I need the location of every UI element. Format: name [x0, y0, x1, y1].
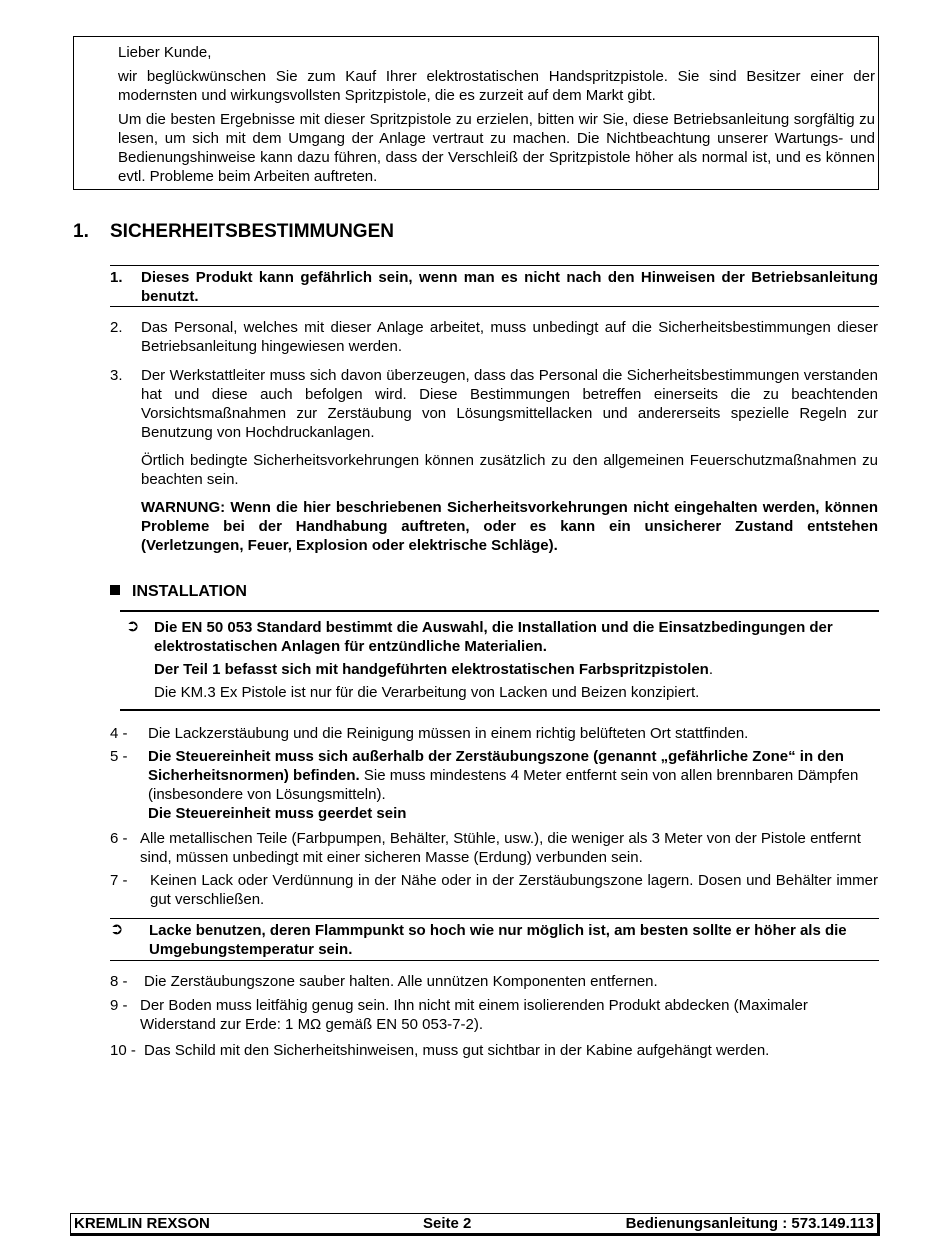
footer-manual: Bedienungsanleitung : 573.149.113: [625, 1215, 874, 1232]
item-text: Die Lackzerstäubung und die Reinigung müssen in einem richtig belüfteten Ort stattfinden.: [148, 725, 749, 742]
rule-text: Der Werkstattleiter muss sich davon überzeugen, dass das Personal die Sicherheitsbestimmungen verstanden hat und diese auch befolgen wird. Diese Bestimmungen betreffen einerseits die zu beachtenden Vorsichtsmaßnahmen zur Zerstäubung von Lösungsmittellacken und andererseits spezielle Regeln zur Benutzung von Hochdruckanlagen.: [141, 367, 878, 441]
standard-note: [126, 618, 878, 702]
intro-paragraph-1: wir beglückwünschen Sie zum Kauf Ihrer elektrostatischen Handspritzpistole. Sie sind Besitzer einer der modernsten und wirkungsvollsten Spritzpistole, die es zurzeit auf dem Markt gibt.: [118, 68, 875, 104]
intro-paragraph-2: Um die besten Ergebnisse mit dieser Spritzpistole zu erzielen, bitten wir Sie, diese Betriebsanleitung sorgfältig zu lesen, um sich mit dem Umgang der Anlage vertraut zu machen. Die Nichtbeachtung unserer Wartungs- und Bedienungshinweise kann dazu führen, dass der Verschleiß der Spritzpistole höher als normal ist, und es können evtl. Probleme beim Arbeiten auftreten.: [118, 111, 875, 185]
arrow-icon: ➲: [110, 921, 124, 938]
divider: [110, 918, 879, 919]
arrow-icon: ➲: [126, 618, 140, 635]
greeting: Lieber Kunde,: [118, 44, 212, 61]
installation-title: INSTALLATION: [132, 583, 247, 600]
square-bullet-icon: [110, 585, 120, 595]
divider: [110, 306, 879, 307]
install-item-8: [110, 972, 878, 991]
rule-text: Das Personal, welches mit dieser Anlage arbeitet, muss unbedingt auf die Sicherheitsbestimmungen dieser Betriebsanleitung hingewiesen werden.: [141, 319, 878, 355]
item-text: Keinen Lack oder Verdünnung in der Nähe oder in der Zerstäubungszone lagern. Dosen und Behälter immer gut verschließen.: [150, 872, 878, 908]
rule-number: 2.: [110, 319, 123, 336]
item-number: 8 -: [110, 973, 128, 990]
divider: [110, 265, 879, 266]
section-number: 1.: [73, 221, 89, 242]
install-item-10: [110, 1041, 878, 1060]
install-item-4: [110, 724, 878, 743]
rule-3: [110, 366, 878, 555]
item-text: Sie muss mindestens 4 Meter entfernt sein von allen brennbaren Dämpfen (insbesondere von Lösungsmitteln).: [148, 767, 859, 803]
item-text: Die Zerstäubungszone sauber halten. Alle unnützen Komponenten entfernen.: [144, 973, 658, 990]
item-bold-text-2: Die Steuereinheit muss geerdet sein: [148, 805, 407, 822]
installation-heading: [110, 582, 247, 601]
item-number: 7 -: [110, 872, 128, 889]
flashpoint-note: [110, 921, 878, 959]
item-text: Der Boden muss leitfähig genug sein. Ihn nicht mit einem isolierenden Produkt abdecken (Maximaler Widerstand zur Erde: 1 MΩ gemäß EN 50 053-7-2).: [140, 997, 808, 1033]
item-text: Alle metallischen Teile (Farbpumpen, Behälter, Stühle, usw.), die weniger als 3 Meter von der Pistole entfernt sind, müssen unbedingt mit einer sicheren Masse (Erdung) verbunden sein.: [140, 830, 861, 866]
section-title: SICHERHEITSBESTIMMUNGEN: [110, 221, 394, 242]
intro-box: [73, 36, 879, 190]
divider: [110, 960, 879, 961]
item-text: Das Schild mit den Sicherheitshinweisen, muss gut sichtbar in der Kabine aufgehängt werden.: [144, 1042, 770, 1059]
install-item-9: [110, 996, 878, 1034]
rule-number: 3.: [110, 367, 123, 384]
divider: [120, 610, 879, 612]
install-item-7: [110, 871, 878, 909]
double-divider: [120, 709, 880, 711]
standard-part1-end: .: [708, 661, 714, 678]
item-number: 4 -: [110, 725, 128, 742]
warning-text: WARNUNG: Wenn die hier beschriebenen Sicherheitsvorkehrungen nicht eingehalten werden, können Probleme bei der Handhabung auftreten, oder es kann ein unsicherer Zustand entstehen (Verletzungen, Feuer, Explosion oder elektrische Schläge).: [141, 499, 878, 554]
rule-text: Dieses Produkt kann gefährlich sein, wenn man es nicht nach den Hinweisen der Betriebsanleitung benutzt.: [141, 269, 878, 305]
item-bold-text: Die Steuereinheit muss sich außerhalb der Zerstäubungszone (genannt „gefährliche Zone“ in den Sicherheitsnormen) befinden.: [148, 748, 844, 784]
footer-page: Seite 2: [423, 1215, 472, 1232]
standard-part1: Der Teil 1 befasst sich mit handgeführten elektrostatischen Farbspritzpistolen: [154, 661, 709, 678]
item-number: 6 -: [110, 830, 128, 847]
footer-company: KREMLIN REXSON: [74, 1215, 210, 1232]
section-heading: [73, 220, 394, 244]
rule-2: [110, 318, 878, 356]
install-item-5: [110, 747, 878, 823]
item-number: 9 -: [110, 997, 128, 1014]
rule-number: 1.: [110, 269, 123, 286]
item-number: 5 -: [110, 748, 128, 765]
page-footer: [70, 1213, 880, 1236]
rule-text-local: Örtlich bedingte Sicherheitsvorkehrungen können zusätzlich zu den allgemeinen Feuerschutzmaßnahmen zu beachten sein.: [141, 452, 878, 488]
flashpoint-text: Lacke benutzen, deren Flammpunkt so hoch wie nur möglich ist, am besten sollte er höher als die Umgebungstemperatur sein.: [149, 922, 847, 958]
item-number: 10 -: [110, 1042, 136, 1059]
pistol-note: Die KM.3 Ex Pistole ist nur für die Verarbeitung von Lacken und Beizen konzipiert.: [154, 684, 700, 701]
standard-text: Die EN 50 053 Standard bestimmt die Auswahl, die Installation und die Einsatzbedingungen der elektrostatischen Anlagen für entzündliche Materialien.: [154, 619, 833, 655]
rule-1: [110, 268, 878, 306]
install-item-6: [110, 829, 878, 867]
